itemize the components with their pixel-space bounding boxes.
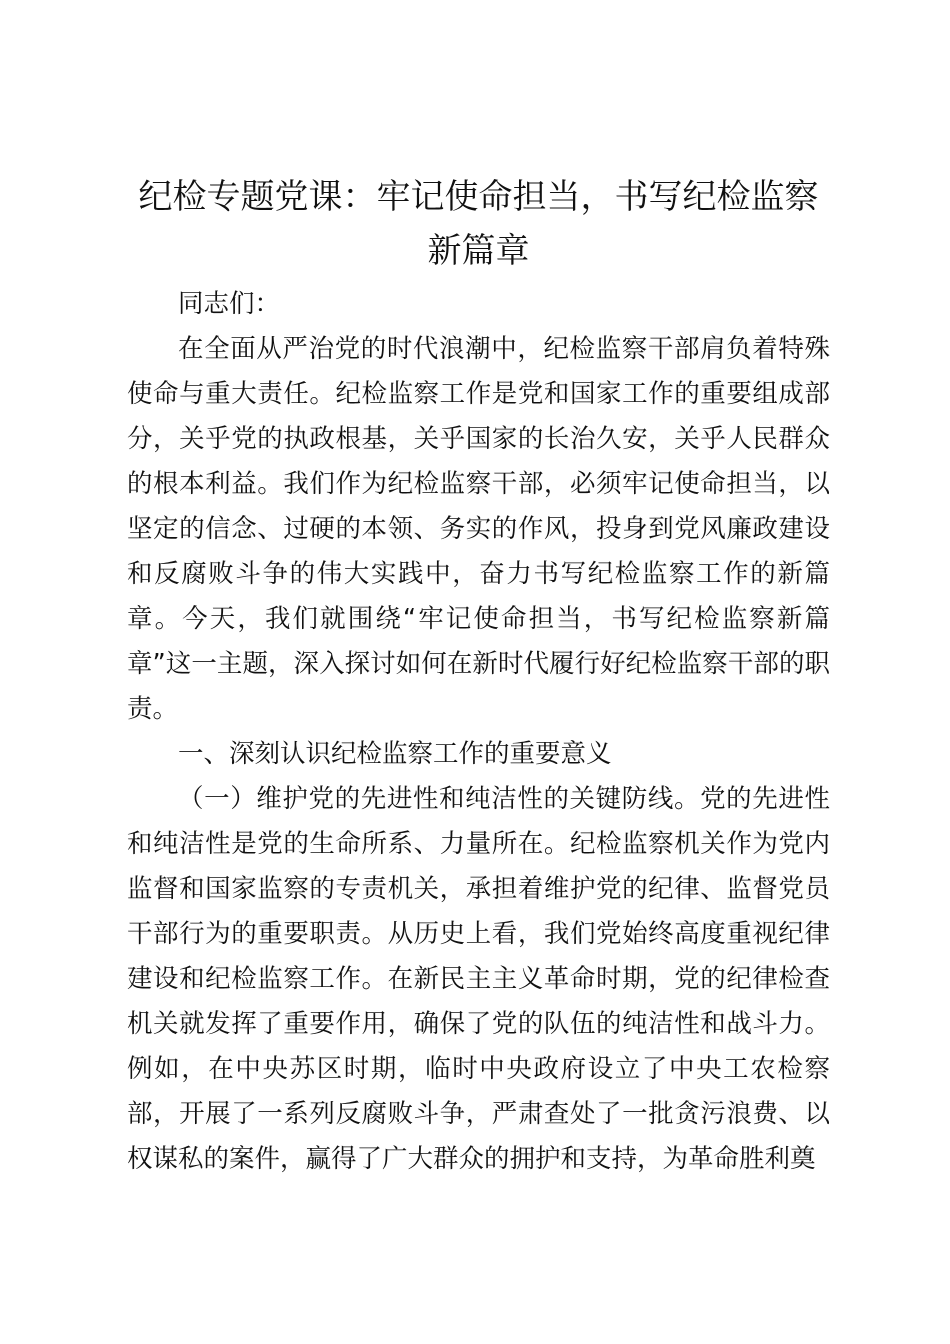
document-body — [127, 170, 830, 1182]
document-title — [127, 170, 830, 278]
title-line-2: 新篇章 — [427, 231, 530, 271]
section-heading: 一、深刻认识纪检监察工作的重要意义 — [178, 739, 612, 769]
intro-paragraph: 在全面从严治党的时代浪潮中，纪检监察干部肩负着特殊使命与重大责任。纪检监察工作是党和国家工作的重要组成部分，关乎党的执政根基，关乎国家的长治久安，关乎人民群众的根本利益。我们作为纪检监察干部，必须牢记使命担当，以坚定的信念、过硬的本领、务实的作风，投身到党风廉政建设和反腐败斗争的伟大实践中，奋力书写纪检监察工作的新篇章。今天，我们就围绕“牢记使命担当，书写纪检监察新篇章”这一主题，深入探讨如何在新时代履行好纪检监察干部的职责。 — [127, 334, 830, 724]
body-paragraph: （一）维护党的先进性和纯洁性的关键防线。党的先进性和纯洁性是党的生命所系、力量所在。纪检监察机关作为党内监督和国家监察的专责机关，承担着维护党的纪律、监督党员干部行为的重要职责。从历史上看，我们党始终高度重视纪律建设和纪检监察工作。在新民主主义革命时期，党的纪律检查机关就发挥了重要作用，确保了党的队伍的纯洁性和战斗力。例如，在中央苏区时期，临时中央政府设立了中央工农检察部，开展了一系列反腐败斗争，严肃查处了一批贪污浪费、以权谋私的案件，赢得了广大群众的拥护和支持，为革命胜利奠 — [127, 784, 830, 1174]
greeting: 同志们： — [178, 289, 281, 319]
title-line-1: 纪检专题党课：牢记使命担当，书写纪检监察 — [138, 177, 819, 217]
